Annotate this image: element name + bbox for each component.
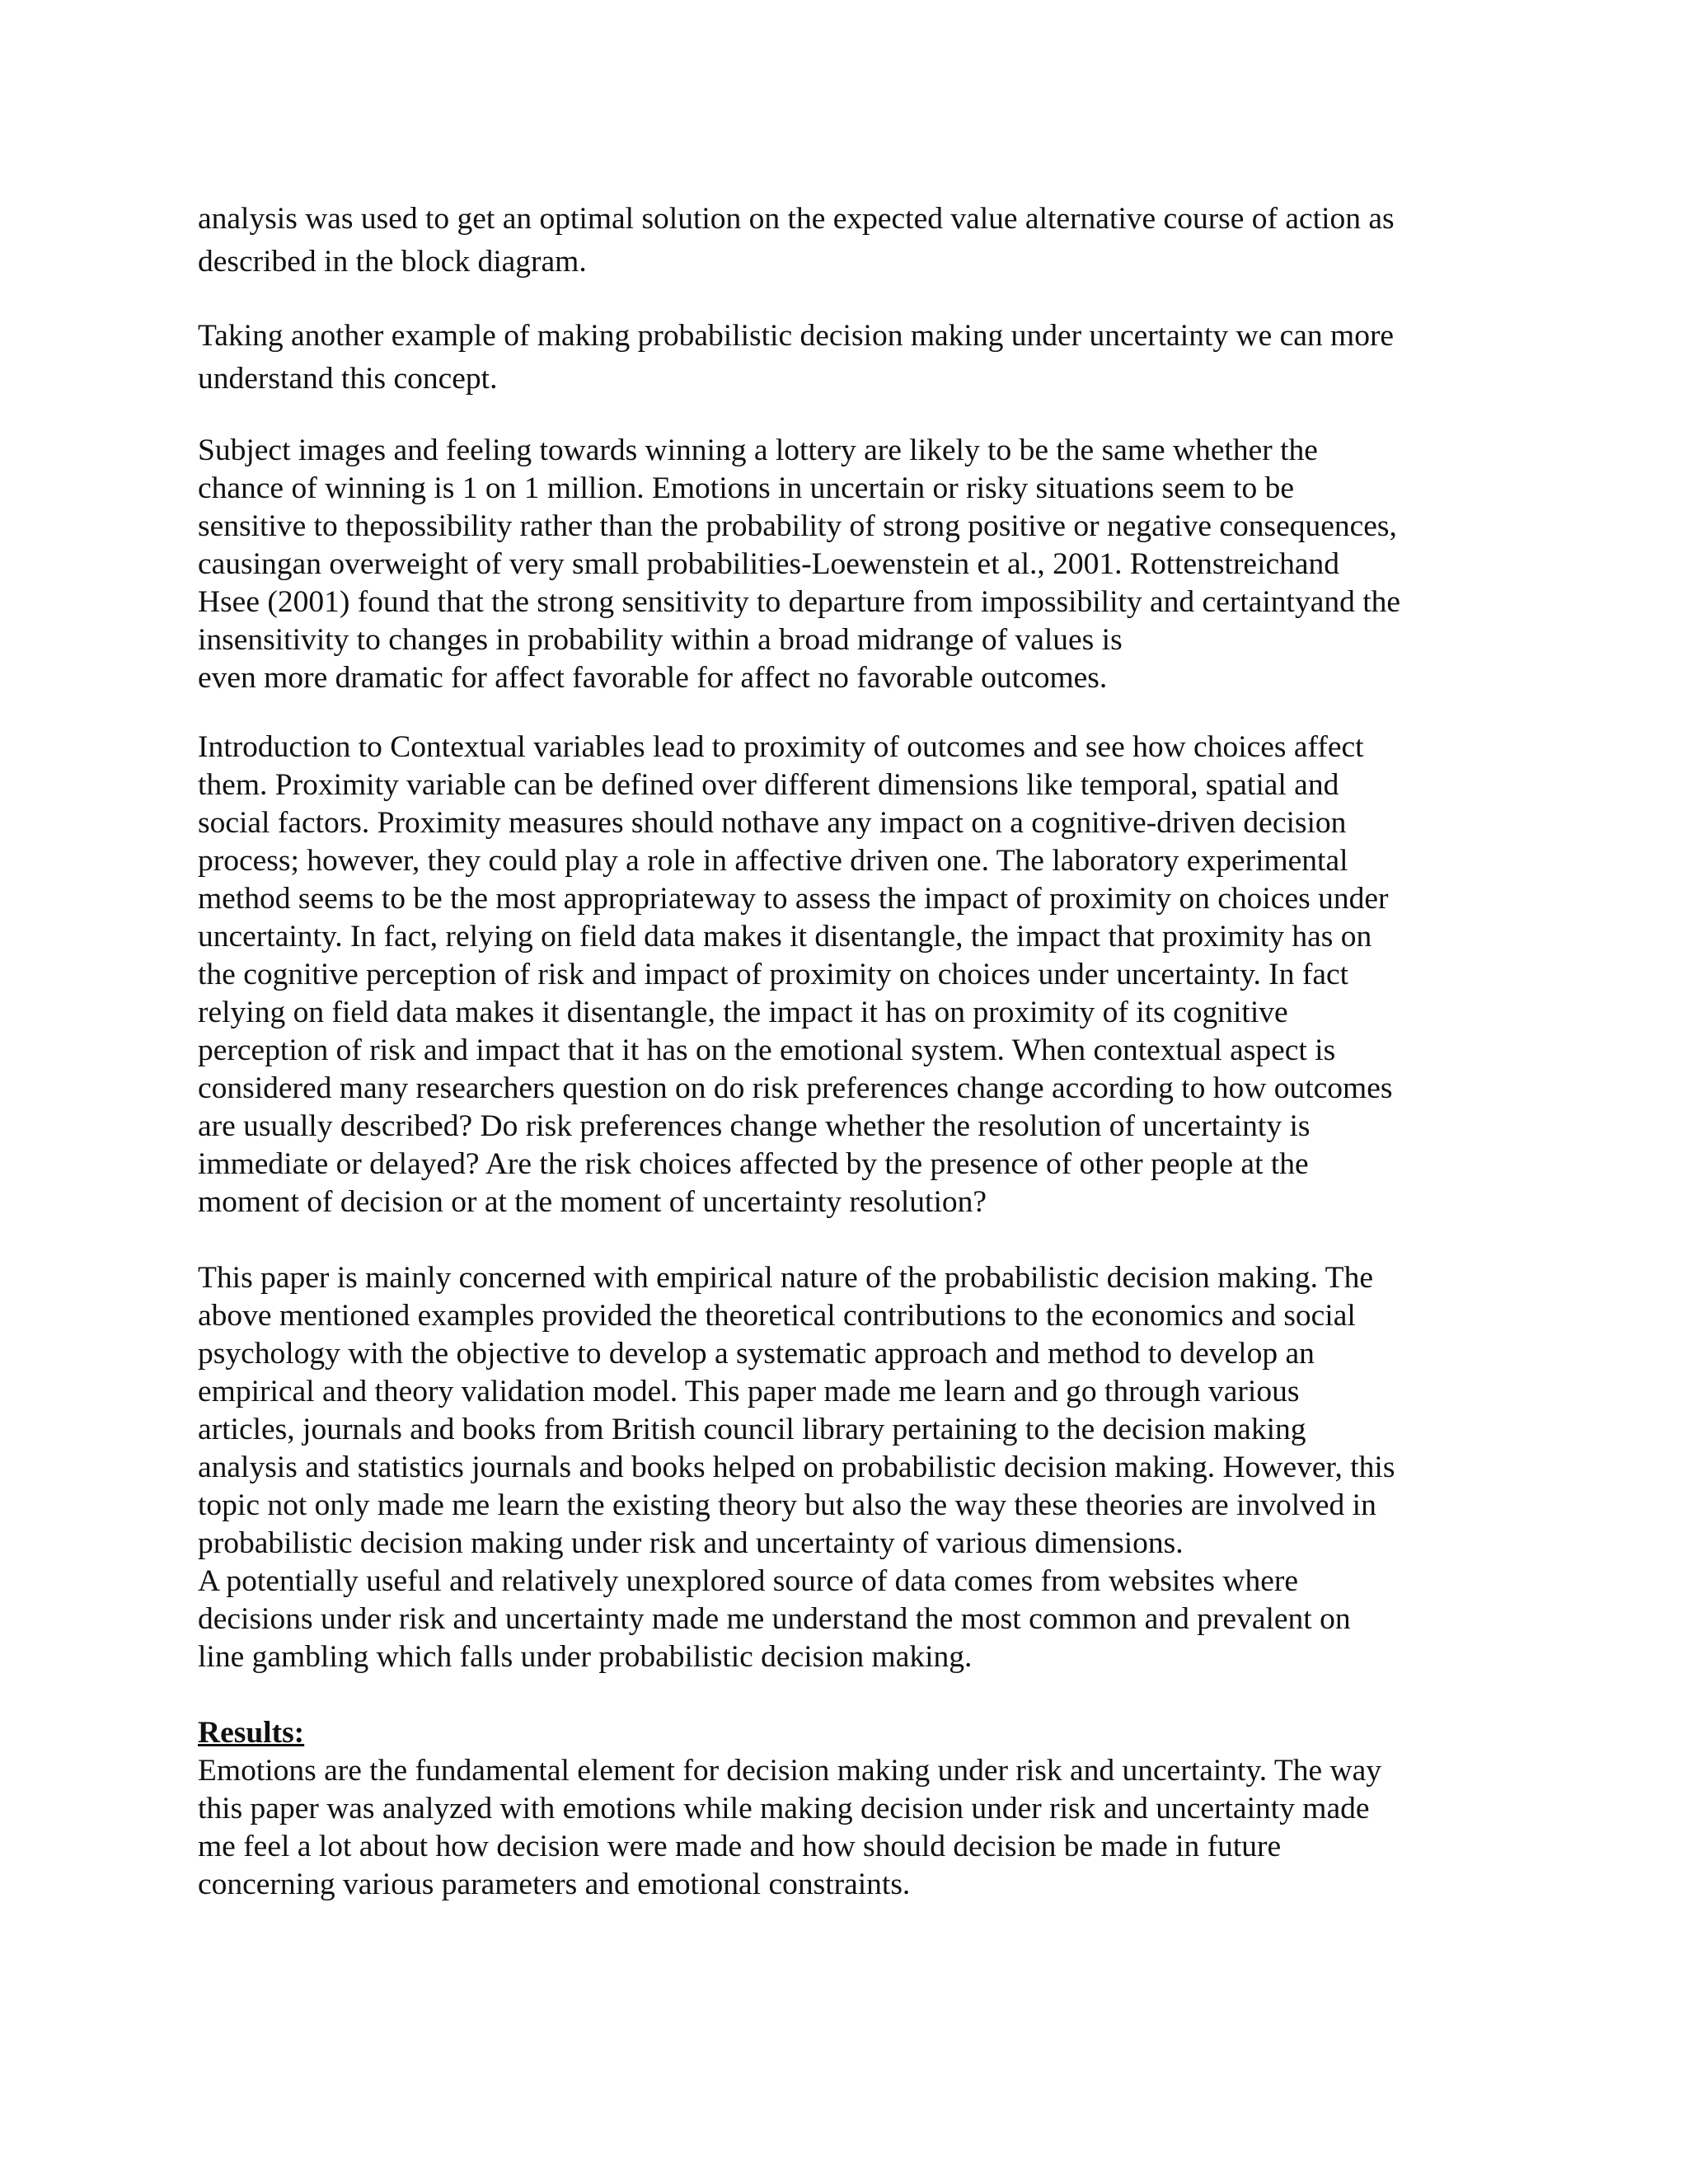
text-line: analysis was used to get an optimal solution on the expected value alternative course of action as [198, 202, 1395, 236]
text-line: described in the block diagram. [198, 245, 587, 279]
text-line: chance of winning is 1 on 1 million. Emotions in uncertain or risky situations seem to be [198, 471, 1295, 505]
text-line: social factors. Proximity measures should nothave any impact on a cognitive-driven decision [198, 806, 1347, 840]
text-line: probabilistic decision making under risk and uncertainty of various dimensions. [198, 1526, 1184, 1560]
text-line: analysis and statistics journals and books helped on probabilistic decision making. However, this [198, 1451, 1395, 1484]
text-line: sensitive to thepossibility rather than the probability of strong positive or negative consequences, [198, 509, 1397, 543]
text-line: causingan overweight of very small probabilities-Loewenstein et al., 2001. Rottenstreichand [198, 547, 1340, 581]
text-line: method seems to be the most appropriateway to assess the impact of proximity on choices under [198, 882, 1389, 916]
paragraph-another-example [198, 315, 1500, 401]
text-line: understand this concept. [198, 362, 498, 396]
text-line: empirical and theory validation model. This paper made me learn and go through various [198, 1375, 1300, 1408]
text-line: the cognitive perception of risk and impact of proximity on choices under uncertainty. In fact [198, 958, 1349, 991]
text-line: psychology with the objective to develop a systematic approach and method to develop an [198, 1337, 1315, 1371]
text-line: me feel a lot about how decision were made and how should decision be made in future [198, 1830, 1282, 1863]
text-line: insensitivity to changes in probability within a broad midrange of values is [198, 623, 1123, 657]
text-line: perception of risk and impact that it has on the emotional system. When contextual aspect is [198, 1033, 1336, 1067]
text-line: relying on field data makes it disentangle, the impact it has on proximity of its cognitive [198, 996, 1288, 1029]
text-line: decisions under risk and uncertainty made me understand the most common and prevalent on [198, 1602, 1351, 1636]
paragraph-analysis [198, 198, 1500, 284]
text-line: Introduction to Contextual variables lead to proximity of outcomes and see how choices affect [198, 730, 1364, 764]
text-line: considered many researchers question on do risk preferences change according to how outcomes [198, 1071, 1393, 1105]
results-section [198, 1714, 1500, 1904]
results-heading: Results: [198, 1716, 305, 1750]
text-line: above mentioned examples provided the theoretical contributions to the economics and social [198, 1299, 1356, 1333]
text-line: concerning various parameters and emotional constraints. [198, 1868, 911, 1901]
text-line: line gambling which falls under probabilistic decision making. [198, 1640, 973, 1674]
text-line: are usually described? Do risk preferences change whether the resolution of uncertainty is [198, 1109, 1311, 1143]
text-line: this paper was analyzed with emotions while making decision under risk and uncertainty made [198, 1792, 1370, 1825]
text-line: Subject images and feeling towards winning a lottery are likely to be the same whether the [198, 434, 1318, 467]
text-line: Hsee (2001) found that the strong sensitivity to departure from impossibility and certaintyand the [198, 585, 1401, 619]
text-line: Emotions are the fundamental element for decision making under risk and uncertainty. The way [198, 1754, 1382, 1788]
text-line: them. Proximity variable can be defined over different dimensions like temporal, spatial and [198, 768, 1339, 802]
text-line: articles, journals and books from British council library pertaining to the decision making [198, 1413, 1306, 1446]
text-line: topic not only made me learn the existing theory but also the way these theories are involved in [198, 1488, 1376, 1522]
document-page [198, 198, 1500, 1904]
paragraph-contextual-variables [198, 729, 1500, 1221]
text-line: even more dramatic for affect favorable for affect no favorable outcomes. [198, 661, 1108, 695]
text-line: process; however, they could play a role in affective driven one. The laboratory experimental [198, 844, 1348, 878]
text-line: uncertainty. In fact, relying on field data makes it disentangle, the impact that proximity has on [198, 920, 1372, 954]
text-line: A potentially useful and relatively unexplored source of data comes from websites where [198, 1564, 1298, 1598]
text-line: Taking another example of making probabilistic decision making under uncertainty we can more [198, 319, 1395, 353]
text-line: This paper is mainly concerned with empirical nature of the probabilistic decision making. The [198, 1261, 1373, 1295]
paragraph-lottery [198, 432, 1500, 697]
text-line: immediate or delayed? Are the risk choices affected by the presence of other people at the [198, 1147, 1309, 1181]
text-line: moment of decision or at the moment of uncertainty resolution? [198, 1185, 987, 1219]
paragraph-empirical-nature [198, 1259, 1500, 1676]
